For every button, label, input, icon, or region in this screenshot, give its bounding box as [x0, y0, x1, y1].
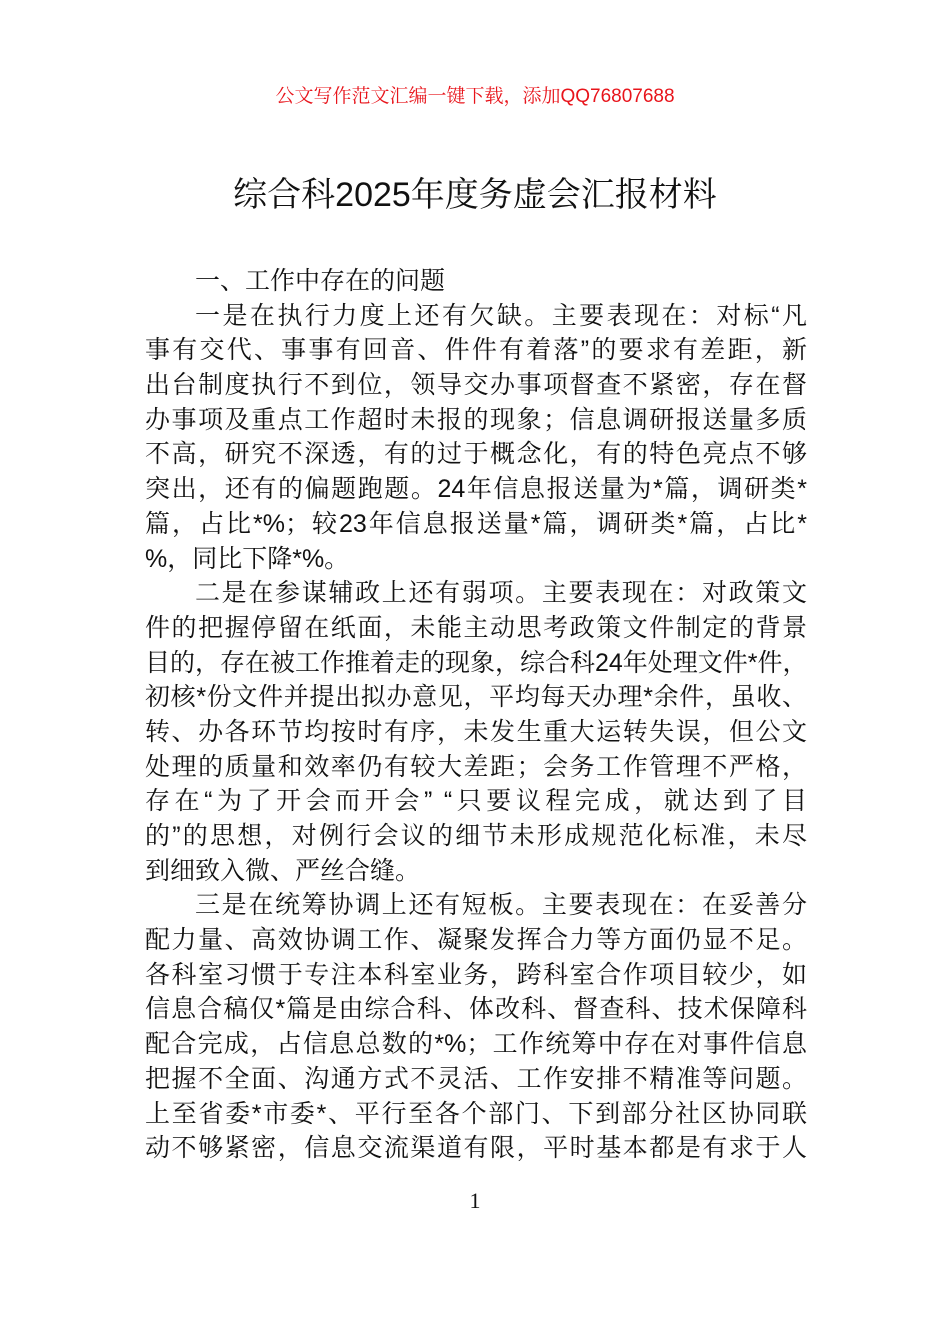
- paragraph: [145, 576, 807, 888]
- text-line: 各科室习惯于专注本科室业务，跨科室合作项目较少，如: [145, 960, 807, 989]
- text-line: 初核*份文件并提出拟办意见，平均每天办理*余件，虽收、: [145, 683, 807, 712]
- text-line: 配力量、高效协调工作、凝聚发挥合力等方面仍显不足。: [145, 926, 807, 955]
- text-line: 的”的思想，对例行会议的细节未形成规范化标准，未尽: [145, 822, 807, 850]
- text-line: 一是在执行力度上还有欠缺。主要表现在：对标“凡: [195, 301, 807, 330]
- text-line: 件的把握停留在纸面，未能主动思考政策文件制定的背景: [145, 613, 807, 642]
- text-line: 二是在参谋辅政上还有弱项。主要表现在：对政策文: [195, 579, 807, 608]
- text-line: 事有交代、事事有回音、件件有着落”的要求有差距，新: [145, 336, 807, 365]
- text-line: 存在“为了开会而开会” “只要议程完成，就达到了目: [145, 787, 807, 816]
- section-heading: 一、工作中存在的问题: [195, 267, 446, 295]
- text-line: 突出，还有的偏题跑题。24年信息报送量为*篇，调研类*: [145, 475, 807, 504]
- page-number: 1: [469, 1188, 481, 1213]
- text-line: 上至省委*市委*、平行至各个部门、下到部分社区协同联: [145, 1099, 807, 1128]
- text-line: 不高，研究不深透，有的过于概念化，有的特色亮点不够: [145, 440, 807, 469]
- text-line: 信息合稿仅*篇是由综合科、体改科、督查科、技术保障科: [145, 995, 807, 1024]
- text-line: 篇，占比*%；较23年信息报送量*篇，调研类*篇，占比*: [145, 509, 807, 538]
- text-line: 转、办各环节均按时有序，未发生重大运转失误，但公文: [145, 717, 807, 746]
- text-line: 出台制度执行不到位，领导交办事项督查不紧密，存在督: [145, 371, 807, 400]
- text-line: 处理的质量和效率仍有较大差距；会务工作管理不严格，: [145, 752, 807, 781]
- text-line: %，同比下降*%。: [145, 544, 350, 573]
- text-line: 办事项及重点工作超时未报的现象；信息调研报送量多质: [145, 405, 807, 434]
- text-line: 配合完成，占信息总数的*%；工作统筹中存在对事件信息: [145, 1030, 807, 1059]
- text-line: 目的，存在被工作推着走的现象，综合科24年处理文件*件，: [145, 648, 808, 677]
- paragraphs: [145, 299, 807, 1166]
- text-line: 到细致入微、严丝合缝。: [145, 856, 421, 885]
- text-line: 把握不全面、沟通方式不灵活、工作安排不精准等问题。: [145, 1064, 807, 1093]
- download-banner-link[interactable]: 公文写作范文汇编一键下载，添加QQ76807688: [275, 86, 675, 107]
- text-line: 动不够紧密，信息交流渠道有限，平时基本都是有求于人: [145, 1134, 807, 1163]
- text-line: 三是在统筹协调上还有短板。主要表现在：在妥善分: [195, 891, 807, 920]
- document-title: 综合科2025年度务虚会汇报材料: [233, 176, 717, 214]
- document-body: [145, 264, 807, 1166]
- paragraph: [145, 888, 807, 1166]
- paragraph: [145, 299, 807, 577]
